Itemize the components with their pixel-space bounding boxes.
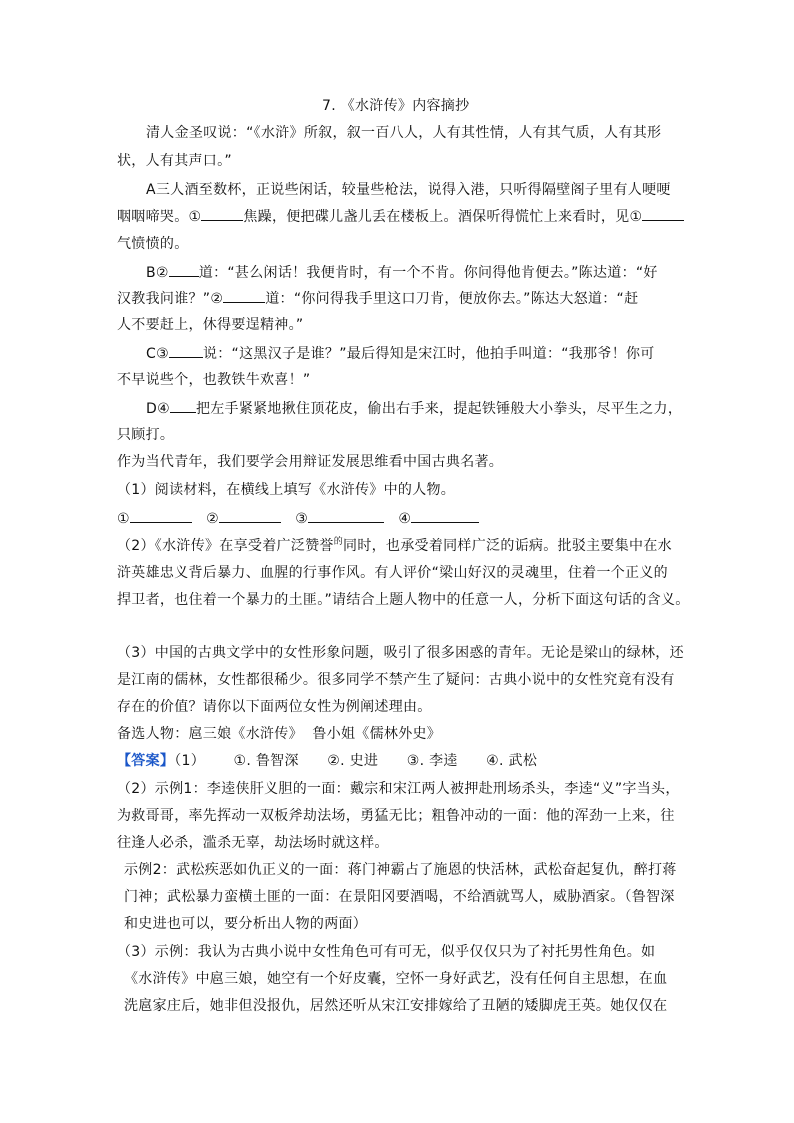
answer-blank-1[interactable] xyxy=(130,508,192,523)
passage-c-line-2: 不早说些个，也教铁牛欢喜！” xyxy=(117,372,311,388)
answer-2-line-6: 和史进也可以，要分析出人物的两面） xyxy=(124,916,368,932)
answer-blank-2[interactable] xyxy=(219,508,281,523)
answer-3-line-2: 《水浒传》中扈三娘，她空有一个好皮囊，空怀一身好武艺，没有任何自主思想，在血 xyxy=(124,971,668,987)
passage-b-line-3: 人不要赶上，休得要逞精神。” xyxy=(117,317,304,333)
answer-2-line-5: 门神；武松暴力蛮横土匪的一面：在景阳冈要酒喝，不给酒就骂人，威胁酒家。（鲁智深 xyxy=(124,889,675,905)
passage-a-text-end: 焦躁，便把碟儿盏儿丢在楼板上。酒保听得慌忙上来看时，见① xyxy=(243,209,643,225)
passage-d-line-1 xyxy=(146,398,682,419)
blank-1a xyxy=(201,206,243,221)
passage-b-text-2b: 道：“你问得我手里这口刀肯，便放你去。”陈达大怒道：“赶 xyxy=(265,291,639,307)
question-2-text-b: 同时，也承受着同样广泛的诟病。批驳主要集中在水 xyxy=(343,538,672,554)
passage-d-line-2: 只顾打。 xyxy=(117,427,175,443)
question-3-candidates: 备选人物：扈三娘《水浒传》 鲁小姐《儒林外史》 xyxy=(117,726,442,742)
blank-3 xyxy=(169,343,203,358)
answer-2-line-3: 往逢人必杀，滥杀无辜，劫法场时就这样。 xyxy=(117,835,389,851)
question-2-line-1 xyxy=(117,536,672,558)
question-2-line-2: 浒英雄忠义背后暴力、血腥的行事作风。有人评价“梁山好汉的灵魂里，住着一个正义的 xyxy=(117,565,668,581)
answer-3-line-1: （3）示例：我认为古典小说中女性角色可有可无，似乎仅仅只为了衬托男性角色。如 xyxy=(117,944,656,960)
blank-label-4: ④ xyxy=(398,511,412,527)
passage-b-text: 道：“甚么闲话！我便肯时，有一个不肯。你问得他肯便去。”陈达道：“好 xyxy=(198,265,658,281)
answer-3-line-3: 洗扈家庄后，她非但没报仇，居然还听从宋江安排嫁给了丑陋的矮脚虎王英。她仅仅在 xyxy=(124,998,668,1014)
blank-4 xyxy=(170,398,196,413)
blank-label-2: ② xyxy=(206,511,219,527)
answer-2-line-1: （2）示例1：李逵侠肝义胆的一面：戴宗和宋江两人被押赴刑场杀头，李逵“义”字当头， xyxy=(117,781,680,797)
blank-label-3: ③ xyxy=(295,511,309,527)
passage-b-text-2a: 汉教我问谁？”② xyxy=(117,291,224,307)
intro-line-2: 状，人有其声口。” xyxy=(117,153,232,169)
passage-b-line-2 xyxy=(117,288,638,309)
passage-a-line-2 xyxy=(117,206,684,227)
passage-b-line-1 xyxy=(146,262,658,283)
blank-label-1: ① xyxy=(117,511,130,527)
passage-b-label: B② xyxy=(146,265,169,281)
answer-blanks-row xyxy=(117,508,479,529)
intro-line-1: 清人金圣叹说：“《水浒》所叙，叙一百八人，人有其性情，人有其气质，人有其形 xyxy=(146,125,662,141)
blank-2b xyxy=(223,288,265,303)
question-1: （1）阅读材料，在横线上填写《水浒传》中的人物。 xyxy=(117,482,456,498)
passage-a-line-3: 气愤愤的。 xyxy=(117,236,189,252)
question-2-text-a: （2）《水浒传》在享受着广泛赞誉 xyxy=(117,538,334,554)
answer-blank-3[interactable] xyxy=(308,508,384,523)
passage-c-label: C③ xyxy=(146,346,169,362)
passage-c-text: 说：“这黑汉子是谁？”最后得知是宋江时，他拍手叫道：“我那爷！你可 xyxy=(202,346,655,362)
answer-2-line-2: 为救哥哥，率先挥动一双板斧劫法场，勇猛无比；粗鲁冲动的一面：他的浑劲一上来，往 xyxy=(117,808,675,824)
youth-statement: 作为当代青年，我们要学会用辩证发展思维看中国古典名著。 xyxy=(117,454,504,470)
question-title: 7. 《水浒传》内容摘抄 xyxy=(322,98,470,114)
question-3-line-3: 存在的价值？请你以下面两位女性为例阐述理由。 xyxy=(117,699,432,715)
answer-1-text: （1） ①. 鲁智深 ②. 史进 ③. 李逵 ④. 武松 xyxy=(174,753,538,769)
passage-c-line-1 xyxy=(146,343,655,364)
superscript-de: 的 xyxy=(333,537,344,547)
answer-label: 【答案】 xyxy=(117,753,175,769)
answer-line-1 xyxy=(117,751,537,771)
blank-1b xyxy=(642,206,684,221)
question-2-line-3: 捍卫者，也住着一个暴力的土匪。”请结合上题人物中的任意一人，分析下面这句话的含义。 xyxy=(117,592,690,608)
answer-2-line-4: 示例2：武松疾恶如仇正义的一面：蒋门神霸占了施恩的快活林，武松奋起复仇，醉打蒋 xyxy=(124,862,677,878)
question-3-line-2: 是江南的儒林，女性都很稀少。很多同学不禁产生了疑问：古典小说中的女性究竟有没有 xyxy=(117,672,675,688)
blank-2a xyxy=(169,262,199,277)
answer-blank-4[interactable] xyxy=(411,508,479,523)
question-3-line-1: （3）中国的古典文学中的女性形象问题，吸引了很多困惑的青年。无论是梁山的绿林，还 xyxy=(117,645,684,661)
passage-d-text: 把左手紧紧地揪住顶花皮，偷出右手来，提起铁锤般大小拳头，尽平生之力， xyxy=(195,401,683,417)
passage-a-line-1: A三人酒至数杯，正说些闲话，较量些枪法，说得入港，只听得隔壁阁子里有人哽哽 xyxy=(146,182,671,198)
passage-d-label: D④ xyxy=(146,401,170,417)
passage-a-text-start: 咽咽啼哭。① xyxy=(117,209,202,225)
